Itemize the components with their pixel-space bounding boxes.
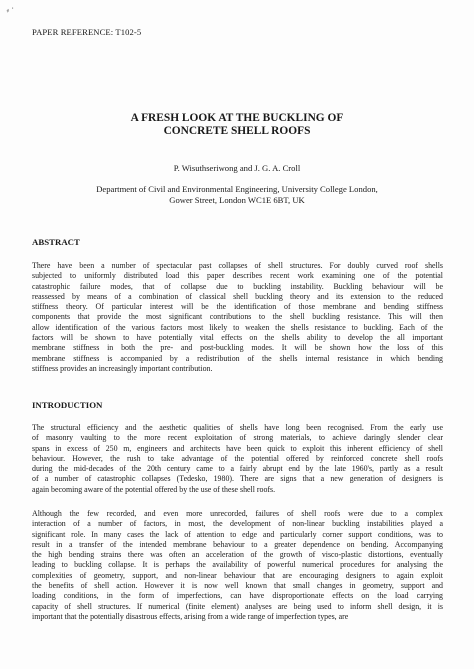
- text-line: leading to buckling collapse. It is perhaps the availability of powerful numerical procedures for analysing the: [32, 560, 443, 570]
- introduction-paragraph-2: [32, 509, 443, 622]
- text-line: important that the potentially disastrous effects, arising from a wide range of imperfection types, are: [32, 611, 349, 621]
- text-line: spans in excess of 250 m, engineers and architects have been quick to exploit this inherent efficiency of shell: [32, 443, 443, 453]
- authors: P. Wisuthseriwong and J. G. A. Croll: [173, 163, 301, 173]
- text-line: interaction of a number of factors, in most, the development of non-linear buckling instabilities played a: [32, 519, 443, 529]
- text-line: There have been a number of spectacular past collapses of shell structures. For doubly curved roof shells: [32, 261, 443, 270]
- text-line: membrane stiffness in both the pre- and post-buckling modes. It will be shown how the loss of this: [32, 343, 443, 353]
- affiliation-line-1: Department of Civil and Environmental Engineering, University College London,: [96, 184, 378, 194]
- paper-title-line-1: A FRESH LOOK AT THE BUCKLING OF: [130, 112, 344, 124]
- text-line: the high bending strains there was often an acceleration of the growth of visco-plastic distortions, eventually: [32, 550, 443, 560]
- abstract-body: [32, 261, 443, 374]
- text-line: the benefits of shell action. However it is now well known that small changes in geometry, support and: [32, 581, 443, 591]
- text-line: components that provide the most significant contributions to the shell buckling resistance. This will then: [32, 312, 443, 322]
- paper-title-line-2: CONCRETE SHELL ROOFS: [163, 125, 311, 137]
- paper-reference: PAPER REFERENCE: T102-5: [32, 27, 142, 37]
- introduction-paragraph-1: [32, 423, 443, 495]
- text-line: of a number of catastrophic collapses (Tedesko, 1980). There are signs that a new generation of designers is: [32, 474, 443, 484]
- text-line: significant role. In many cases the lack of attention to edge and particularly corner support conditions, was to: [32, 529, 443, 539]
- introduction-heading: INTRODUCTION: [32, 400, 103, 410]
- text-line: The structural efficiency and the aesthetic qualities of shells have long been recognised. From the early use: [32, 423, 443, 432]
- text-line: result in a transfer of the intended membrane behaviour to a greater dependence on bending. Accompanying: [32, 539, 443, 549]
- text-line: factors will be shown to have potentially vital effects on the shells ability to develop the all important: [32, 333, 443, 343]
- text-line: of masonry vaulting to the more recent exploitation of strong materials, to achieve daringly slender clear: [32, 433, 443, 443]
- text-line: again becoming aware of the potential offered by the use of these shell roofs.: [32, 484, 276, 494]
- text-line: membrane stiffness is accompanied by a redistribution of the shells internal resistance in which bending: [32, 353, 443, 363]
- text-line: loading conditions, in the form of imperfections, can have disproportionate effects on the load carrying: [32, 591, 443, 601]
- text-line: complexities of geometry, support, and non-linear behaviour that are encouraging designers to again exploit: [32, 570, 443, 580]
- text-line: during the mid-decades of the 20th century came to a fairly abrupt end by the late 1960's, partly as a result: [32, 464, 443, 474]
- text-line: allow identification of the various factors most likely to weaken the shells resistance to buckling. Each of the: [32, 322, 443, 332]
- affiliation-line-2: Gower Street, London WC1E 6BT, UK: [169, 195, 305, 205]
- text-line: reassessed by means of a combination of classical shell buckling theory and its extension to the reduced: [32, 291, 443, 301]
- text-line: Although the few recorded, and even more unrecorded, failures of shell roofs were due to a complex: [32, 509, 443, 518]
- text-line: stiffness provides an increasingly important contribution.: [32, 363, 213, 373]
- text-line: catastrophic failure modes, that of collapse due to buckling instability. Buckling behaviour will be: [32, 281, 443, 291]
- text-line: capacity of shell structures. If numerical (finite element) analyses are being used to inform shell design, it is: [32, 601, 443, 611]
- text-line: subjected to uniformly distributed load this paper describes recent work examining one of the potential: [32, 271, 443, 281]
- text-line: behaviour. However, the rush to take advantage of the potential offered by reinforced concrete shell roofs: [32, 453, 443, 463]
- text-line: stiffness theory. Of particular interest will be the identification of those membrane and bending stiffness: [32, 302, 443, 312]
- abstract-heading: ABSTRACT: [32, 237, 80, 247]
- scan-mark-decoration: ⸗ ·: [4, 2, 16, 16]
